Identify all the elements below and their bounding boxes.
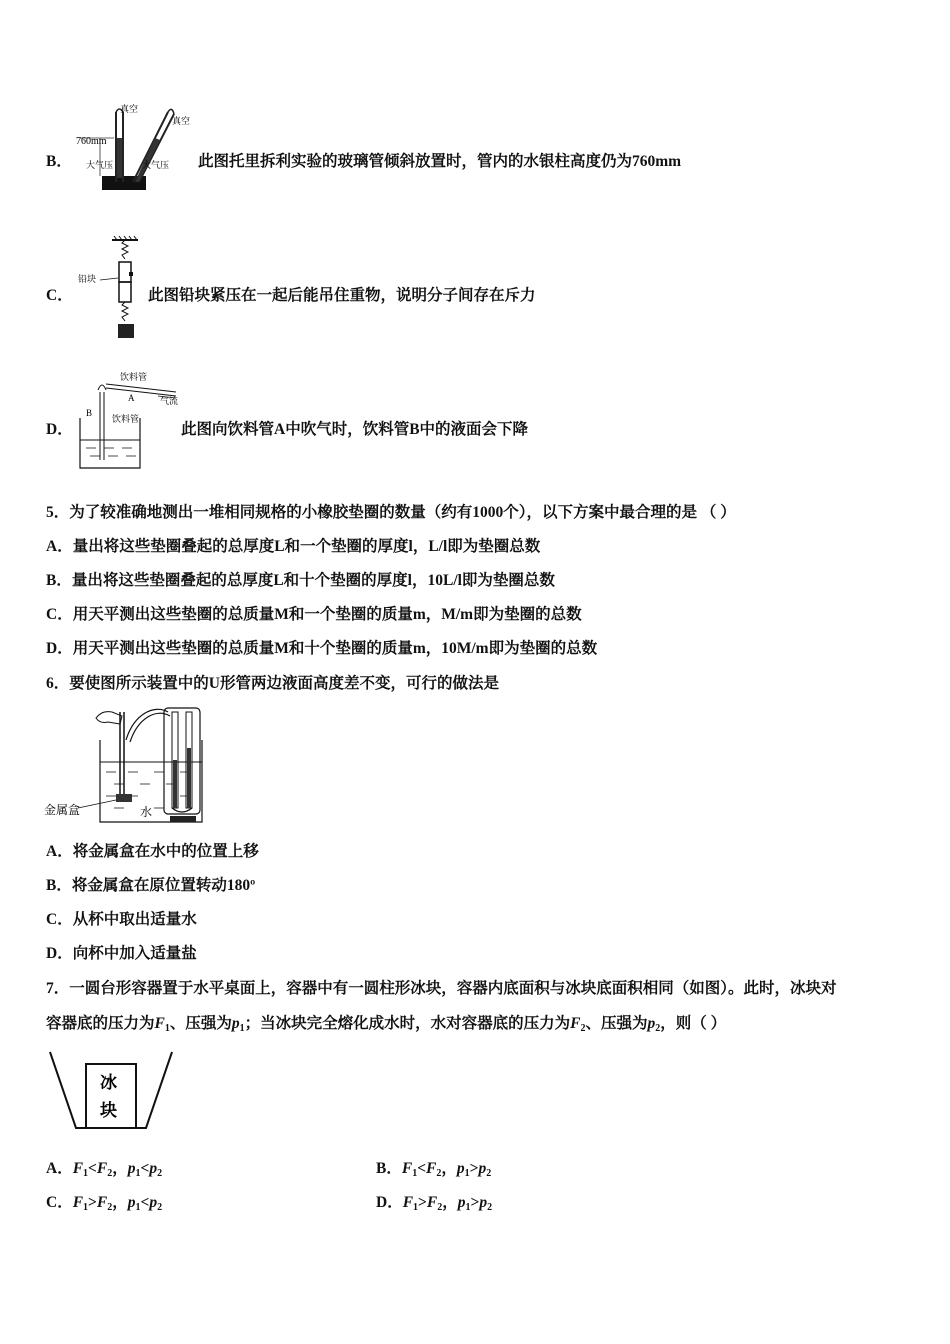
label-lead-block: 铅块 (78, 274, 97, 284)
q6-option-b: B．将金属盒在原位置转动180º (46, 877, 256, 894)
label-a: A (128, 393, 135, 403)
label-b: B (86, 408, 93, 418)
q6-option-a: A．将金属盒在水中的位置上移 (46, 843, 259, 860)
q4-option-b-text: 此图托里拆利实验的玻璃管倾斜放置时，管内的水银柱高度仍为760mm (198, 153, 682, 170)
q4-option-c-letter: C． (46, 287, 73, 304)
label-metal-box: 金属盒 (44, 803, 81, 817)
ice-container-figure (48, 1050, 174, 1132)
label-ice-2: 块 (100, 1101, 117, 1120)
q6-option-c: C．从杯中取出适量水 (46, 911, 197, 928)
q5-stem: 5．为了较准确地测出一堆相同规格的小橡胶垫圈的数量（约有1000个），以下方案中最合理的是 （ ） (46, 504, 736, 521)
q6-option-d: D．向杯中加入适量盐 (46, 945, 197, 962)
q7-option-b: B．$F_1<F_2$，$p_1>p_2$ (376, 1160, 492, 1179)
label-atm-left: 大气压 (86, 160, 114, 170)
label-atm-right: 大气压 (142, 160, 170, 170)
label-straw-top: 饮料管 (120, 372, 148, 382)
torricelli-figure (76, 100, 191, 192)
label-water: 水 (140, 805, 153, 819)
q4-option-d-letter: D． (46, 421, 73, 438)
label-vacuum-right: 真空 (172, 116, 191, 126)
q5-option-d: D．用天平测出这些垫圈的总质量M和十个垫圈的质量m，10M/m即为垫圈的总数 (46, 640, 598, 657)
q7-stem-line2: 容器底的压力为$F_1$、压强为$p_1$；当冰块完全熔化成水时，水对容器底的压力为$F_2$、压强为$p_2$，则（ ） (46, 1015, 727, 1034)
label-straw-side: 饮料管 (112, 414, 140, 424)
q4-option-b-letter: B． (46, 153, 72, 170)
label-ice-1: 冰 (100, 1073, 117, 1092)
q5-option-b: B．量出将这些垫圈叠起的总厚度L和十个垫圈的厚度l，10L/l即为垫圈总数 (46, 572, 555, 589)
q5-option-a: A．量出将这些垫圈叠起的总厚度L和一个垫圈的厚度l，L/l即为垫圈总数 (46, 538, 541, 555)
q4-option-d-text: 此图向饮料管A中吹气时，饮料管B中的液面会下降 (181, 421, 529, 438)
label-airflow: 气流 (160, 396, 179, 406)
straw-figure (76, 368, 186, 474)
label-760mm: 760mm (76, 136, 107, 147)
q4-option-c-text: 此图铅块紧压在一起后能吊住重物，说明分子间存在斥力 (148, 287, 536, 304)
q7-option-c: C．$F_1>F_2$，$p_1<p_2$ (46, 1194, 163, 1213)
q7-stem-line1: 7．一圆台形容器置于水平桌面上，容器中有一圆柱形冰块，容器内底面积与冰块底面积相同（如图）。此时，冰块对 (46, 980, 837, 997)
q5-option-c: C．用天平测出这些垫圈的总质量M和一个垫圈的质量m，M/m即为垫圈的总数 (46, 606, 582, 623)
lead-block-figure (76, 236, 146, 342)
q7-option-a: A．$F_1<F_2$，$p_1<p_2$ (46, 1160, 163, 1179)
label-vacuum-left: 真空 (120, 104, 139, 114)
u-tube-figure (44, 704, 214, 828)
q6-stem: 6．要使图所示装置中的U形管两边液面高度差不变，可行的做法是 (46, 675, 499, 692)
q7-option-d: D．$F_1>F_2$，$p_1>p_2$ (376, 1194, 493, 1213)
